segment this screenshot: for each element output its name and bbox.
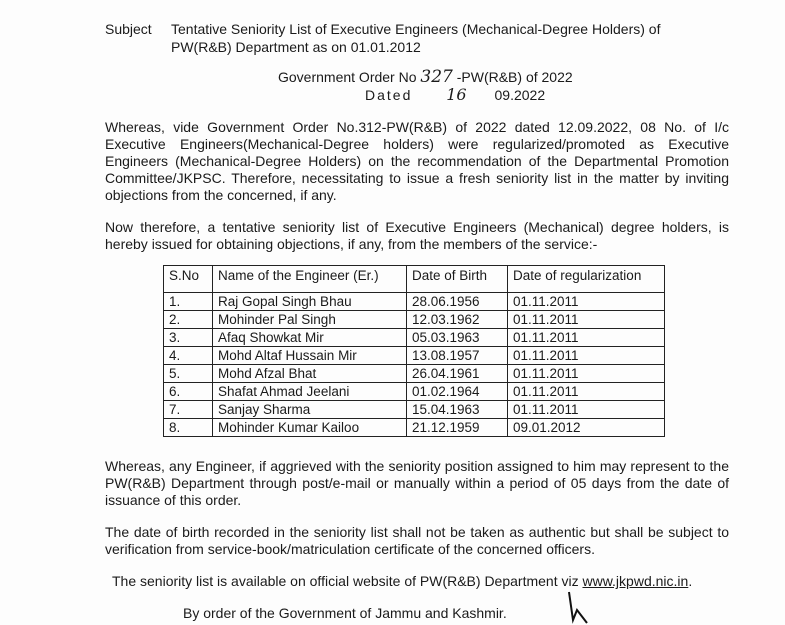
- cell-sno: 7.: [164, 401, 213, 419]
- cell-dob: 21.12.1959: [407, 419, 508, 437]
- by-order-line: By order of the Government of Jammu and Kashmir.: [183, 605, 507, 621]
- table-row: [164, 311, 665, 329]
- cell-sno: 1.: [164, 293, 213, 311]
- website-note-text: The seniority list is available on official website of PW(R&B) Department viz: [112, 573, 583, 589]
- cell-dob: 01.02.1964: [407, 383, 508, 401]
- header-dob: Date of Birth: [407, 266, 508, 293]
- signature-mark: [565, 590, 595, 625]
- cell-name: Afaq Showkat Mir: [213, 329, 407, 347]
- cell-dob: 28.06.1956: [407, 293, 508, 311]
- order-prefix: Government Order No: [278, 69, 417, 85]
- cell-regularization: 01.11.2011: [508, 365, 665, 383]
- cell-regularization: 01.11.2011: [508, 293, 665, 311]
- website-note-end: .: [688, 573, 693, 589]
- order-day: 16: [446, 85, 467, 104]
- cell-dob: 05.03.1963: [407, 329, 508, 347]
- cell-name: Sanjay Sharma: [213, 401, 407, 419]
- subject-line-1: Tentative Seniority List of Executive Engineers (Mechanical-Degree Holders) of: [171, 21, 661, 37]
- subject-label: Subject: [105, 21, 152, 37]
- cell-sno: 2.: [164, 311, 213, 329]
- seniority-table: [163, 265, 665, 437]
- table-row: [164, 347, 665, 365]
- whereas-paragraph-2: Whereas, any Engineer, if aggrieved with the seniority position assigned to him may represent to the PW(R&B) Department through post/e-mail or manually within a period of 05 days from the date of issuance of this order.: [105, 458, 729, 508]
- subject-line-2: PW(R&B) Department as on 01.01.2012: [171, 39, 421, 55]
- dated-label: Dated: [365, 87, 413, 103]
- cell-regularization: 01.11.2011: [508, 401, 665, 419]
- cell-name: Raj Gopal Singh Bhau: [213, 293, 407, 311]
- table-row: [164, 383, 665, 401]
- cell-dob: 15.04.1963: [407, 401, 508, 419]
- cell-sno: 3.: [164, 329, 213, 347]
- table-header-row: [164, 266, 665, 293]
- cell-dob: 12.03.1962: [407, 311, 508, 329]
- cell-regularization: 01.11.2011: [508, 383, 665, 401]
- cell-sno: 4.: [164, 347, 213, 365]
- website-note: [112, 573, 732, 590]
- table-row: [164, 329, 665, 347]
- table-row: [164, 293, 665, 311]
- cell-regularization: 01.11.2011: [508, 311, 665, 329]
- table-row: [164, 365, 665, 383]
- order-date: [365, 85, 545, 104]
- cell-name: Mohinder Kumar Kailoo: [213, 419, 407, 437]
- cell-name: Shafat Ahmad Jeelani: [213, 383, 407, 401]
- header-name: Name of the Engineer (Er.): [213, 266, 407, 293]
- cell-regularization: 01.11.2011: [508, 347, 665, 365]
- whereas-paragraph-1: Whereas, vide Government Order No.312-PW(R&B) of 2022 dated 12.09.2022, 08 No. of I/c Executive Engineers(Mechanical-Degree holders) were regularized/promoted as Executive Engineers (Mechanical-Degree Holders) on the recommendation of the Departmental Promotion Committee/JKPSC. Therefore, necessitating to issue a fresh seniority list in the matter by inviting objections from the concerned, if any.: [105, 119, 729, 203]
- order-month-year: 09.2022: [494, 87, 546, 103]
- cell-sno: 8.: [164, 419, 213, 437]
- cell-sno: 6.: [164, 383, 213, 401]
- subject-block: [105, 20, 735, 56]
- government-order-number: [278, 68, 573, 86]
- website-link[interactable]: www.jkpwd.nic.in: [582, 573, 689, 589]
- table-row: [164, 419, 665, 437]
- cell-name: Mohinder Pal Singh: [213, 311, 407, 329]
- header-sno: S.No: [164, 266, 213, 293]
- dob-note-paragraph: The date of birth recorded in the seniority list shall not be taken as authentic but shall be subject to verification from service-book/matriculation certificate of the concerned officers.: [105, 524, 729, 557]
- cell-regularization: 01.11.2011: [508, 329, 665, 347]
- cell-name: Mohd Afzal Bhat: [213, 365, 407, 383]
- header-regularization: Date of regularization: [508, 266, 665, 293]
- order-suffix: -PW(R&B) of 2022: [456, 69, 573, 85]
- now-therefore-paragraph: Now therefore, a tentative seniority list of Executive Engineers (Mechanical) degree holders, is hereby issued for obtaining objections, if any, from the members of the service:-: [105, 219, 729, 252]
- cell-name: Mohd Altaf Hussain Mir: [213, 347, 407, 365]
- cell-regularization: 09.01.2012: [508, 419, 665, 437]
- cell-sno: 5.: [164, 365, 213, 383]
- order-number: 327: [420, 67, 453, 87]
- cell-dob: 26.04.1961: [407, 365, 508, 383]
- table-row: [164, 401, 665, 419]
- cell-dob: 13.08.1957: [407, 347, 508, 365]
